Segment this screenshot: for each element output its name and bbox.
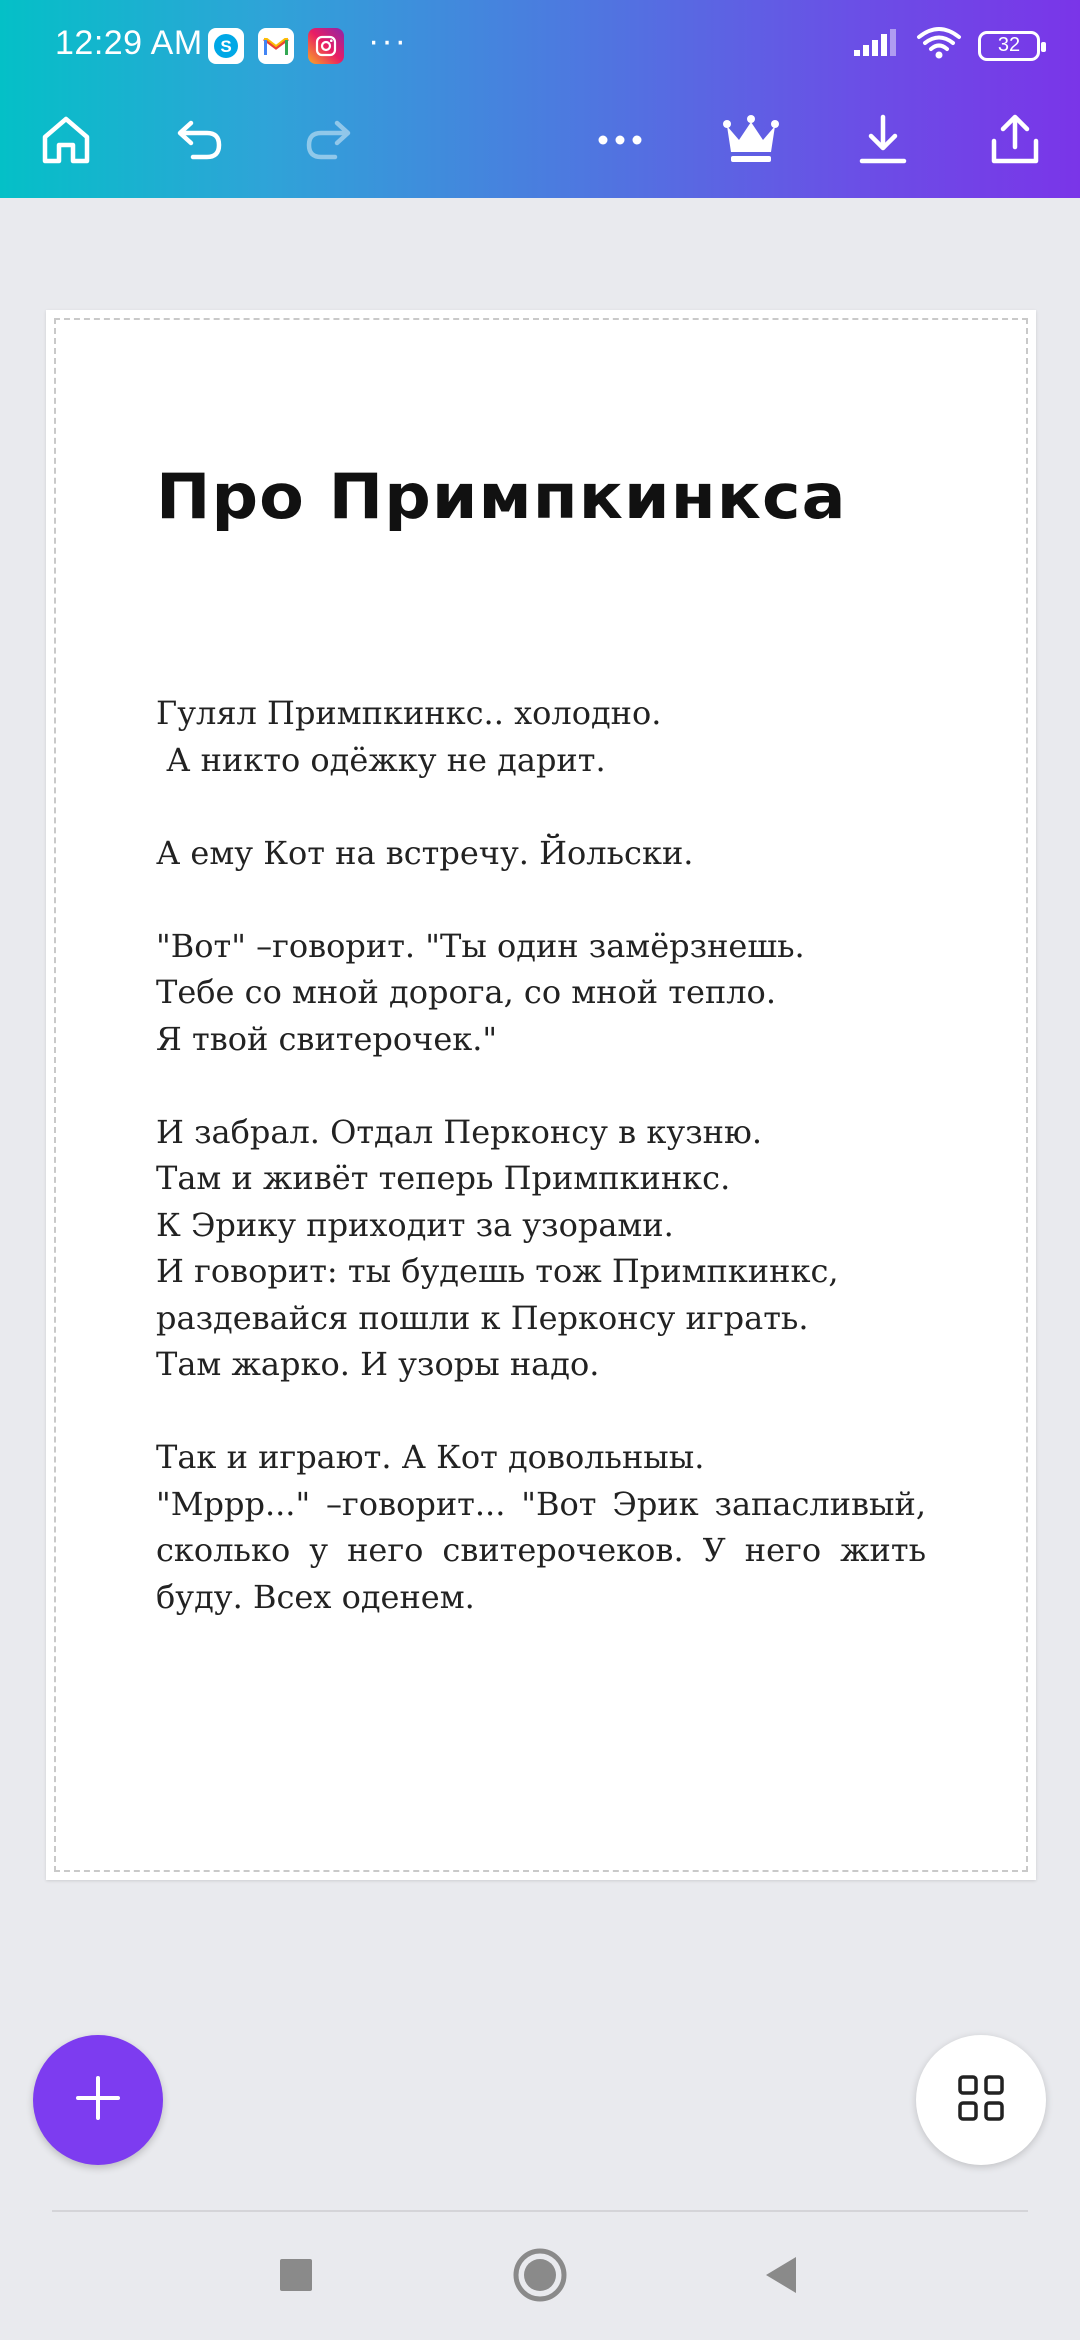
text-line: И говорит: ты будешь тож Примпкинкс, [156,1252,839,1290]
svg-text:S: S [220,37,232,56]
text-line: Гулял Примпкинкс.. холодно. [156,694,662,732]
wifi-icon [916,26,962,65]
editor-toolbar [0,96,1080,198]
share-icon [986,111,1044,174]
design-page[interactable] [46,310,1036,1880]
home-nav-button[interactable] [500,2242,580,2312]
undo-icon [171,111,229,174]
plus-icon [72,2072,124,2129]
text-line: К Эрику приходит за узорами. [156,1205,674,1244]
back-icon [760,2253,800,2302]
notification-icons [208,28,344,64]
premium-button[interactable] [711,102,791,182]
text-paragraph-justified: "Мррр..." –говорит... "Вот Эрик запасливый, сколько у него свитерочеков. У него жить буду. Всех оденем. [156,1484,926,1616]
text-line: А никто одёжку не дарит. [156,740,606,779]
gmail-icon [258,28,294,64]
text-line: раздевайся пошли к Перконсу играть. [156,1298,809,1337]
document-body-text[interactable] [156,690,926,1620]
text-line: А ему Кот на встречу. Йольски. [156,833,694,872]
text-paragraph [156,690,926,783]
home-button[interactable] [26,102,106,182]
text-line: Там и живёт теперь Примпкинкс. [156,1159,731,1197]
download-button[interactable] [843,102,923,182]
text-paragraph [156,923,926,1063]
crown-icon [721,110,781,175]
document-title[interactable]: Про Примпкинкса [156,460,847,533]
text-line: Так и играют. А Кот довольныы. [156,1438,705,1476]
more-icon [591,111,649,174]
grid-icon [956,2073,1006,2128]
text-line: И забрал. Отдал Перконсу в кузню. [156,1112,762,1151]
recents-icon [276,2255,316,2300]
page-grid-button[interactable] [916,2035,1046,2165]
download-icon [854,111,912,174]
recents-button[interactable] [256,2242,336,2312]
more-notifications: ··· [368,22,408,60]
text-paragraph [156,830,926,877]
home-circle-icon [512,2247,568,2308]
redo-button[interactable] [288,102,368,182]
text-paragraph [156,1109,926,1388]
instagram-icon [308,28,344,64]
add-element-button[interactable] [33,2035,163,2165]
redo-icon [299,111,357,174]
status-time: 12:29 AM [55,24,203,62]
system-navigation-bar [0,2212,1080,2340]
system-icons [852,26,1040,65]
skype-icon [208,28,244,64]
status-bar [0,0,1080,96]
undo-button[interactable] [160,102,240,182]
text-line: Там жарко. И узоры надо. [156,1345,600,1383]
text-paragraph [156,1434,926,1481]
more-options-button[interactable] [580,102,660,182]
text-line: Я твой свитерочек." [156,1019,498,1058]
text-line: Тебе со мной дорога, со мной тепло. [156,973,776,1011]
text-line: "Вот" –говорит. "Ты один замёрзнешь. [156,926,805,965]
back-button[interactable] [740,2242,820,2312]
battery-indicator: 32 [978,31,1040,61]
share-button[interactable] [975,102,1055,182]
top-app-bar [0,0,1080,198]
home-icon [37,111,95,174]
signal-icon [852,28,900,63]
